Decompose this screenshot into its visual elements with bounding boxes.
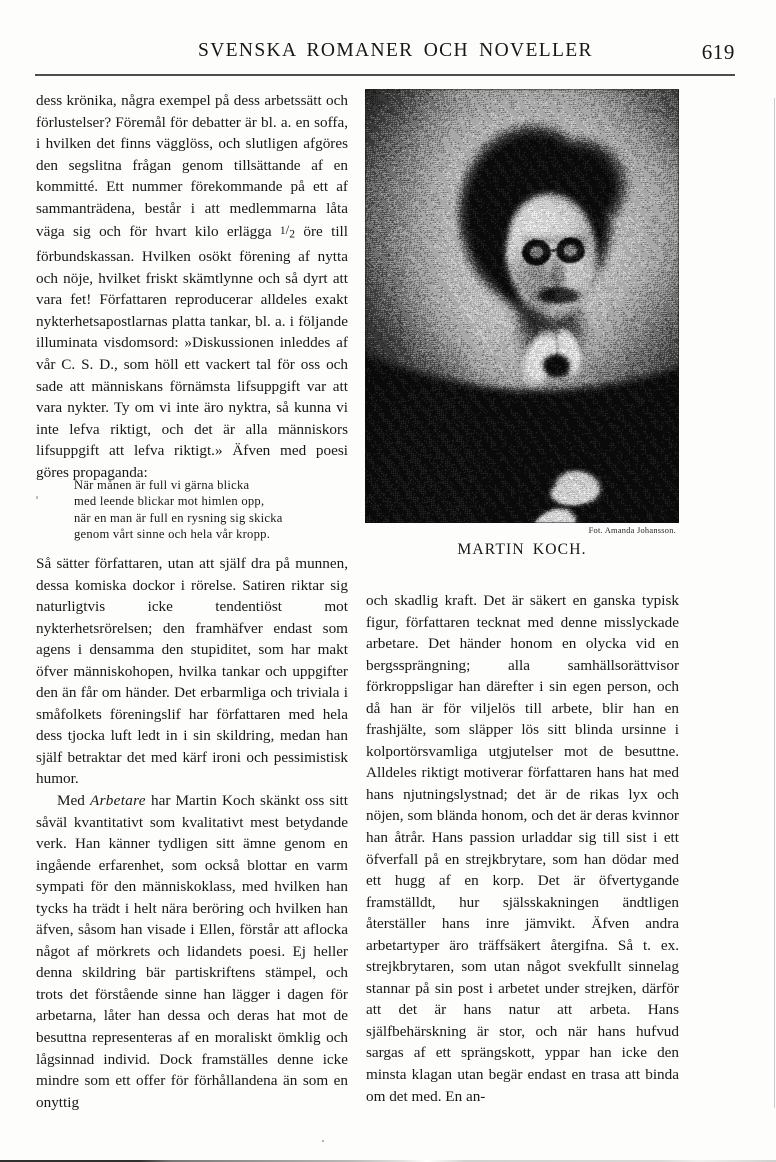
paragraph-left-top: dess krönika, några exempel på dess arbetssätt och förlustelser? Föremål för debatter är bl. a. en soffa, i hvilken det finns vägglöss, och slutligen afgöres den segslitna frågan genom tillsättande af en kommitté. Ett nummer förekommande på ett af sammanträdena, består i att medlemmarna låta väga sig och för hvart kilo erlägga 1/2 öre till förbundskassan. Hvilken osökt förening af nytta och nöje, hvilket friskt skämtlynne och så dyrt att vara fet! Författaren reproducerar alldeles exakt nykterhetsapostlarnas platta tankar, bl. a. i följande illuminata visdomsord: »Diskussionen inleddes af vår C. S. D., som höll ett vackert tal för oss och sade att människans förnämsta lifsuppgift var att vara nykter. Ty om vi inte äro nyktra, så kunna vi inte lefva riktigt, och det är alla människors lifsuppgift att lefva riktigt.» Äfven med poesi göres propaganda: <box>36 92 348 481</box>
column-right <box>366 590 679 1107</box>
scan-edge-right <box>774 98 775 1108</box>
photo-block <box>365 89 679 558</box>
page-number: 619 <box>701 40 735 64</box>
running-head <box>35 40 735 70</box>
book-title-arbetare: Arbetare <box>90 792 146 810</box>
scan-speck-secondary <box>36 496 38 499</box>
photo-caption: MARTIN KOCH. <box>457 541 587 558</box>
paragraph-arbetare-pre: Med <box>57 792 90 810</box>
scan-speck <box>322 1140 324 1142</box>
running-head-title: SVENSKA ROMANER OCH NOVELLER <box>198 40 593 61</box>
paragraph-right: och skadlig kraft. Det är säkert en ganska typisk figur, författaren tecknat med denne misslyckade arbetare. Det händer honom en olycka vid en bergssprängning; alla samhällsorättvisor förkroppsligar han därefter i sin egen person, och då han är för viljelös till arbete, blir han en frashjälte, som släpper lös sitt blinda ursinne i kolportörsvamliga utgjutelser mot de besuttne. Alldeles riktigt motiverar författaren hans hat med hans njutningslystnad; det är de rikas lyx och nöjen, som blända honom, och det är deras kvinnor han åtrår. Hans passion urladdar sig till sist i ett öfverfall på en strejkbrytare, som han dödar med ett hugg af en korp. Det är öfvertygande framställdt, hur själsskakningen ändtligen återställer hans inre jämvikt. Äfven andra arbetartyper äro träffsäkert återgifna. Så t. ex. strejkbrytaren, som utan något svekfullt sinnelag stannar på sin post i arbetet under strejken, därför att det är hans natur att arbeta. Hans själfbehärskning är stor, och när hans hufvud sargas af ett sprängskott, yppar han icke den minsta klagan utan begär endast en trasa att binda om det med. En an- <box>366 592 679 1105</box>
paragraph-satire: Så sätter författaren, utan att själf dra på munnen, dessa komiska dockor i rörelse. Satiren riktar sig naturligtvis icke tendentiöst mot nykterhetsrörelsen; den framhäfver endast som agens i densamma den stupiditet, som har makt öfver människohopen, hvilka tankar och uppgifter den än får om händer. Det erbarmliga och triviala i småfolkets föreningslif har författaren med hela dess tjocka luft ledt in i sin skildring, medan han själf betraktar det med kärf ironi och pessimistisk humor. <box>36 555 348 788</box>
column-left-top <box>36 90 348 483</box>
paragraph-arbetare <box>36 790 348 1113</box>
header-rule <box>35 74 735 76</box>
paragraph-arbetare-post: har Martin Koch skänkt oss sitt såväl kvantitativt som kvalitativt mest betydande verk. Han känner tydligen sitt ämne genom en ingående erfarenhet, som också blottar en varm sympati för den människoklass, med hvilken han tycks ha trädt i helt nära beröring och hvilken han äfven, såsom han visade i Ellen, förstår att aflocka något af mörkrets och lidandets poesi. Ej heller denna skildring bär partiskriftens stämpel, och trots det förstående sinne han lägger i dagen för arbetarna, låter han dessa och deras hat mot de besuttna representeras af en moraliskt ömklig och lågsinnad individ. Dock framställes denne icke mindre som ett offer för förhållandena än som en onyttig <box>36 792 348 1111</box>
portrait-photo-canvas <box>365 89 679 523</box>
verse-block <box>74 477 349 543</box>
fraction-one-half: 1/2 <box>279 222 296 241</box>
portrait-photo-martin-koch <box>365 89 679 523</box>
verse-line: genom vårt sinne och hela vår kropp. <box>74 527 271 542</box>
verse-line: när en man är full en rysning sig skicka <box>74 510 283 525</box>
column-left-bottom <box>36 553 348 1113</box>
verse-line: När månen är full vi gärna blicka <box>74 478 250 492</box>
photo-credit: Fot. Amanda Johansson. <box>588 526 676 535</box>
verse-line: med leende blickar mot himlen opp, <box>74 494 265 509</box>
